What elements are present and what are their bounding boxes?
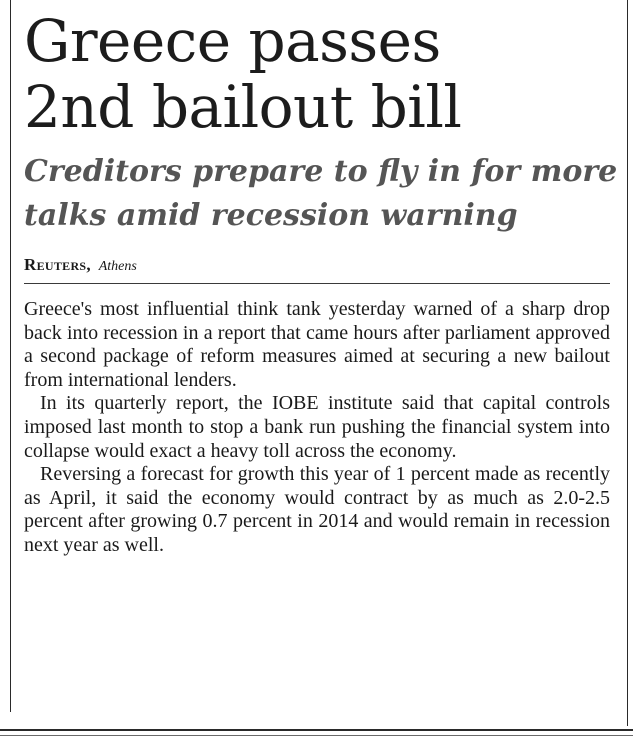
subheadline [24, 150, 618, 238]
article [24, 7, 618, 558]
right-column-rule [627, 0, 628, 726]
subheadline-line-2: talks amid recession warning [24, 198, 518, 233]
paragraph-1: Greece's most influential think tank yesterday warned of a sharp drop back into recession in a report that came hours after parliament approved a second package of reform measures aimed at securing a new bailout from international lenders. [24, 298, 610, 391]
byline-divider [24, 283, 610, 284]
subheadline-line-1: Creditors prepare to fly in for more [24, 154, 618, 189]
headline [24, 8, 610, 140]
article-body [24, 298, 610, 558]
paragraph-3: Reversing a forecast for growth this year of 1 percent made as recently as April, it said the economy would contract by as much as 2.0-2.5 percent after growing 0.7 percent in 2014 and would remain in recession next year as well. [24, 463, 610, 556]
headline-line-1: Greece passes [24, 7, 441, 75]
byline-agency: Reuters, [24, 255, 91, 274]
byline [24, 256, 610, 276]
headline-line-2: 2nd bailout bill [24, 73, 462, 141]
paragraph-2: In its quarterly report, the IOBE institute said that capital controls imposed last month to stop a bank run pushing the financial system into collapse would exact a heavy toll across the economy. [24, 392, 610, 462]
bottom-rule [0, 729, 633, 731]
byline-dateline: Athens [98, 259, 137, 274]
left-column-rule [10, 0, 11, 712]
bottom-rule-thin [0, 735, 633, 736]
